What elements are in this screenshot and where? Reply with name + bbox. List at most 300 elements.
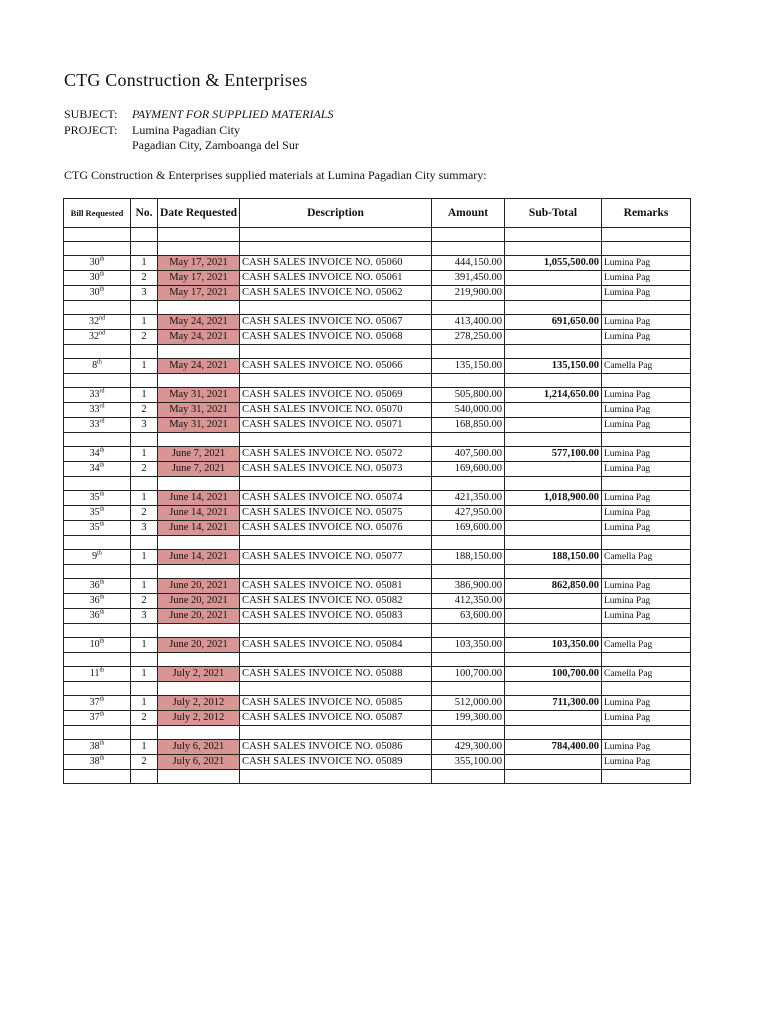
item-number-cell: 2 [131,403,158,418]
empty-cell [505,536,602,550]
remarks-cell: Lumina Pag [602,506,691,521]
empty-cell [432,726,505,740]
sub-total-cell [505,418,602,433]
date-requested-cell: May 17, 2021 [158,271,240,286]
item-number-cell: 3 [131,286,158,301]
table-row [64,711,691,726]
spacer-row [64,433,691,447]
item-number-cell: 2 [131,330,158,345]
item-number-cell: 1 [131,315,158,330]
bill-ordinal-suffix: th [99,271,105,278]
empty-cell [602,682,691,696]
item-number-cell: 1 [131,491,158,506]
empty-cell [64,653,131,667]
bill-ordinal-suffix: th [99,667,105,674]
bill-ordinal-suffix: th [99,462,105,469]
project-line-2: Pagadian City, Zamboanga del Sur [132,138,299,152]
table-row [64,359,691,374]
empty-cell [240,374,432,388]
empty-cell [432,770,505,784]
empty-cell [64,536,131,550]
sub-total-cell: 577,100.00 [505,447,602,462]
sub-total-cell [505,271,602,286]
sub-total-cell [505,330,602,345]
bill-ordinal-suffix: rd [99,418,105,425]
description-cell: CASH SALES INVOICE NO. 05072 [240,447,432,462]
table-row [64,418,691,433]
bill-ordinal-suffix: th [99,447,105,454]
remarks-cell: Camella Pag [602,550,691,565]
empty-cell [505,682,602,696]
project-label: PROJECT: [64,122,118,137]
sub-total-cell [505,403,602,418]
description-cell: CASH SALES INVOICE NO. 05061 [240,271,432,286]
amount-cell: 421,350.00 [432,491,505,506]
bill-number: 38 [89,741,100,752]
amount-cell: 355,100.00 [432,755,505,770]
amount-cell: 169,600.00 [432,521,505,536]
bill-number: 33 [89,419,100,430]
amount-cell: 413,400.00 [432,315,505,330]
date-requested-cell: June 20, 2021 [158,609,240,624]
header-no: No. [131,199,158,228]
bill-requested-cell [64,506,131,521]
spacer-row [64,301,691,315]
amount-cell: 505,800.00 [432,388,505,403]
item-number-cell: 3 [131,418,158,433]
empty-cell [505,374,602,388]
item-number-cell: 1 [131,256,158,271]
project-row [64,123,333,139]
header-sub-total: Sub-Total [505,199,602,228]
empty-cell [131,433,158,447]
item-number-cell: 2 [131,271,158,286]
bill-ordinal-suffix: th [99,696,105,703]
sub-total-cell [505,711,602,726]
description-cell: CASH SALES INVOICE NO. 05062 [240,286,432,301]
bill-requested-cell [64,359,131,374]
item-number-cell: 2 [131,594,158,609]
empty-cell [64,374,131,388]
empty-cell [131,726,158,740]
empty-cell [432,477,505,491]
date-requested-cell: June 20, 2021 [158,638,240,653]
bill-number: 9 [92,551,98,562]
table-row [64,315,691,330]
remarks-cell: Lumina Pag [602,711,691,726]
sub-total-cell: 103,350.00 [505,638,602,653]
bill-requested-cell [64,447,131,462]
amount-cell: 391,450.00 [432,271,505,286]
sub-total-cell [505,609,602,624]
bill-ordinal-suffix: th [99,506,105,513]
header-amount: Amount [432,199,505,228]
date-requested-cell: May 31, 2021 [158,403,240,418]
item-number-cell: 1 [131,638,158,653]
description-cell: CASH SALES INVOICE NO. 05086 [240,740,432,755]
empty-cell [432,374,505,388]
empty-cell [158,242,240,256]
bill-ordinal-suffix: th [97,359,102,366]
bill-ordinal-suffix: th [99,609,105,616]
date-requested-cell: June 20, 2021 [158,579,240,594]
sub-total-cell: 784,400.00 [505,740,602,755]
remarks-cell: Lumina Pag [602,315,691,330]
amount-cell: 444,150.00 [432,256,505,271]
sub-total-cell [505,462,602,477]
remarks-cell: Lumina Pag [602,491,691,506]
spacer-row [64,770,691,784]
amount-cell: 412,350.00 [432,594,505,609]
empty-cell [131,565,158,579]
bill-requested-cell [64,638,131,653]
bill-number: 33 [89,389,100,400]
company-title: CTG Construction & Enterprises [64,70,308,90]
empty-cell [131,624,158,638]
table-row [64,755,691,770]
item-number-cell: 2 [131,506,158,521]
empty-cell [432,301,505,315]
spacer-row [64,228,691,242]
empty-cell [158,301,240,315]
date-requested-cell: June 14, 2021 [158,521,240,536]
table-row [64,667,691,682]
bill-ordinal-suffix: th [99,579,105,586]
empty-cell [131,345,158,359]
item-number-cell: 1 [131,740,158,755]
remarks-cell: Lumina Pag [602,286,691,301]
bill-requested-cell [64,711,131,726]
header-bill-requested: Bill Requested [64,199,131,228]
bill-requested-cell [64,315,131,330]
empty-cell [131,770,158,784]
empty-cell [158,726,240,740]
bill-requested-cell [64,609,131,624]
empty-cell [240,242,432,256]
project-row-2 [64,138,333,154]
bill-requested-cell [64,740,131,755]
item-number-cell: 3 [131,609,158,624]
bill-requested-cell [64,594,131,609]
subject-label: SUBJECT: [64,107,118,121]
empty-cell [64,228,131,242]
amount-cell: 135,150.00 [432,359,505,374]
remarks-cell: Lumina Pag [602,330,691,345]
bill-number: 35 [89,522,100,533]
empty-cell [240,726,432,740]
empty-cell [158,770,240,784]
empty-cell [602,242,691,256]
spacer-row [64,242,691,256]
remarks-cell: Lumina Pag [602,256,691,271]
bill-requested-cell [64,755,131,770]
table-row [64,256,691,271]
bill-number: 30 [89,257,100,268]
bill-number: 8 [92,360,98,371]
table-row [64,403,691,418]
empty-cell [131,301,158,315]
empty-cell [64,345,131,359]
document-meta [64,107,333,154]
table-row [64,330,691,345]
remarks-cell: Lumina Pag [602,609,691,624]
subject-value: PAYMENT FOR SUPPLIED MATERIALS [132,107,334,121]
empty-cell [64,565,131,579]
empty-cell [131,374,158,388]
empty-cell [602,565,691,579]
bill-requested-cell [64,550,131,565]
bill-number: 35 [89,492,100,503]
empty-cell [432,682,505,696]
empty-cell [602,345,691,359]
empty-cell [505,301,602,315]
bill-number: 32 [89,316,99,327]
empty-cell [432,242,505,256]
empty-cell [240,653,432,667]
remarks-cell: Lumina Pag [602,740,691,755]
bill-number: 34 [89,448,100,459]
bill-number: 11 [89,668,100,679]
description-cell: CASH SALES INVOICE NO. 05074 [240,491,432,506]
date-requested-cell: July 2, 2021 [158,667,240,682]
table-row [64,491,691,506]
empty-cell [158,536,240,550]
empty-cell [602,624,691,638]
project-line-1: Lumina Pagadian City [132,122,240,137]
empty-cell [602,653,691,667]
bill-number: 34 [89,463,100,474]
header-description: Description [240,199,432,228]
remarks-cell: Lumina Pag [602,696,691,711]
date-requested-cell: July 6, 2021 [158,740,240,755]
remarks-cell: Lumina Pag [602,418,691,433]
summary-text: CTG Construction & Enterprises supplied materials at Lumina Pagadian City summary: [64,168,487,182]
date-requested-cell: June 14, 2021 [158,550,240,565]
description-cell: CASH SALES INVOICE NO. 05075 [240,506,432,521]
bill-requested-cell [64,418,131,433]
empty-cell [158,477,240,491]
item-number-cell: 1 [131,550,158,565]
bill-requested-cell [64,271,131,286]
date-requested-cell: May 17, 2021 [158,286,240,301]
empty-cell [505,345,602,359]
remarks-cell: Lumina Pag [602,594,691,609]
empty-cell [64,433,131,447]
amount-cell: 278,250.00 [432,330,505,345]
bill-requested-cell [64,256,131,271]
sub-total-cell: 862,850.00 [505,579,602,594]
sub-total-cell [505,755,602,770]
empty-cell [505,565,602,579]
table-header-row [64,199,691,228]
bill-ordinal-suffix: nd [99,315,105,322]
empty-cell [505,242,602,256]
empty-cell [240,682,432,696]
empty-cell [64,301,131,315]
bill-number: 35 [89,507,100,518]
description-cell: CASH SALES INVOICE NO. 05069 [240,388,432,403]
empty-cell [240,345,432,359]
amount-cell: 429,300.00 [432,740,505,755]
description-cell: CASH SALES INVOICE NO. 05088 [240,667,432,682]
sub-total-cell: 1,214,650.00 [505,388,602,403]
spacer-row [64,477,691,491]
description-cell: CASH SALES INVOICE NO. 05089 [240,755,432,770]
bill-ordinal-suffix: th [99,256,105,263]
amount-cell: 219,900.00 [432,286,505,301]
description-cell: CASH SALES INVOICE NO. 05087 [240,711,432,726]
sub-total-cell [505,521,602,536]
empty-cell [64,770,131,784]
item-number-cell: 1 [131,696,158,711]
bill-ordinal-suffix: th [99,755,105,762]
empty-cell [602,726,691,740]
amount-cell: 512,000.00 [432,696,505,711]
description-cell: CASH SALES INVOICE NO. 05066 [240,359,432,374]
sub-total-cell [505,506,602,521]
bill-requested-cell [64,388,131,403]
header-date-requested: Date Requested [158,199,240,228]
table-row [64,550,691,565]
remarks-cell: Lumina Pag [602,521,691,536]
bill-ordinal-suffix: th [99,711,105,718]
date-requested-cell: June 20, 2021 [158,594,240,609]
empty-cell [240,477,432,491]
table-body [64,228,691,784]
table-row [64,740,691,755]
empty-cell [432,653,505,667]
empty-cell [240,536,432,550]
empty-cell [131,242,158,256]
remarks-cell: Lumina Pag [602,755,691,770]
bill-number: 32 [89,331,99,342]
sub-total-cell: 1,018,900.00 [505,491,602,506]
empty-cell [64,624,131,638]
empty-cell [602,433,691,447]
table-row [64,506,691,521]
table-row [64,447,691,462]
invoice-table [63,198,691,784]
remarks-cell: Camella Pag [602,667,691,682]
empty-cell [505,770,602,784]
bill-ordinal-suffix: th [99,521,105,528]
date-requested-cell: July 2, 2012 [158,696,240,711]
bill-number: 33 [89,404,100,415]
empty-cell [240,301,432,315]
empty-cell [240,565,432,579]
bill-requested-cell [64,403,131,418]
empty-cell [505,228,602,242]
empty-cell [64,726,131,740]
amount-cell: 407,500.00 [432,447,505,462]
empty-cell [432,433,505,447]
empty-cell [131,682,158,696]
bill-requested-cell [64,521,131,536]
bill-requested-cell [64,696,131,711]
sub-total-cell: 711,300.00 [505,696,602,711]
sub-total-cell: 188,150.00 [505,550,602,565]
spacer-row [64,536,691,550]
sub-total-cell: 100,700.00 [505,667,602,682]
date-requested-cell: May 24, 2021 [158,359,240,374]
date-requested-cell: June 14, 2021 [158,506,240,521]
bill-number: 36 [89,610,100,621]
spacer-row [64,726,691,740]
amount-cell: 199,300.00 [432,711,505,726]
date-requested-cell: May 31, 2021 [158,388,240,403]
empty-cell [602,301,691,315]
bill-ordinal-suffix: rd [99,403,105,410]
empty-cell [602,374,691,388]
empty-cell [240,770,432,784]
amount-cell: 103,350.00 [432,638,505,653]
table-row [64,696,691,711]
empty-cell [131,536,158,550]
date-requested-cell: May 24, 2021 [158,315,240,330]
bill-ordinal-suffix: nd [99,330,105,337]
bill-number: 30 [89,272,100,283]
item-number-cell: 1 [131,667,158,682]
amount-cell: 540,000.00 [432,403,505,418]
empty-cell [505,477,602,491]
sub-total-cell: 691,650.00 [505,315,602,330]
sub-total-cell [505,594,602,609]
amount-cell: 100,700.00 [432,667,505,682]
empty-cell [158,228,240,242]
date-requested-cell: May 31, 2021 [158,418,240,433]
sub-total-cell [505,286,602,301]
table-row [64,638,691,653]
empty-cell [240,433,432,447]
remarks-cell: Camella Pag [602,359,691,374]
empty-cell [64,477,131,491]
item-number-cell: 2 [131,755,158,770]
bill-ordinal-suffix: th [99,638,105,645]
empty-cell [131,477,158,491]
empty-cell [432,624,505,638]
remarks-cell: Camella Pag [602,638,691,653]
description-cell: CASH SALES INVOICE NO. 05083 [240,609,432,624]
remarks-cell: Lumina Pag [602,447,691,462]
table-row [64,594,691,609]
item-number-cell: 3 [131,521,158,536]
bill-number: 36 [89,580,100,591]
amount-cell: 168,850.00 [432,418,505,433]
date-requested-cell: July 2, 2012 [158,711,240,726]
empty-cell [602,770,691,784]
bill-number: 37 [89,697,100,708]
description-cell: CASH SALES INVOICE NO. 05070 [240,403,432,418]
table-row [64,388,691,403]
empty-cell [158,653,240,667]
table-row [64,286,691,301]
empty-cell [240,624,432,638]
empty-cell [602,477,691,491]
empty-cell [432,228,505,242]
bill-number: 37 [89,712,100,723]
bill-ordinal-suffix: rd [99,388,105,395]
item-number-cell: 1 [131,447,158,462]
header-remarks: Remarks [602,199,691,228]
date-requested-cell: May 17, 2021 [158,256,240,271]
description-cell: CASH SALES INVOICE NO. 05073 [240,462,432,477]
spacer-row [64,374,691,388]
spacer-row [64,653,691,667]
table-row [64,271,691,286]
bill-requested-cell [64,667,131,682]
table-row [64,521,691,536]
bill-ordinal-suffix: th [99,740,105,747]
